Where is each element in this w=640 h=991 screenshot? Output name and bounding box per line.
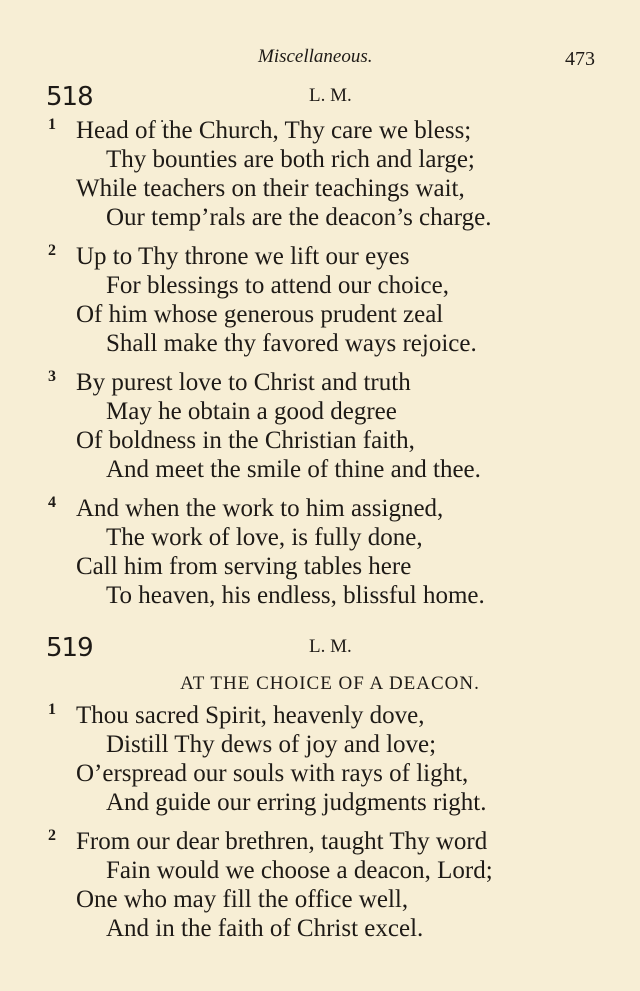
- verse-line: For blessings to attend our choice,: [106, 272, 449, 299]
- verse-line: And when the work to him assigned,: [76, 495, 444, 522]
- page-number: 473: [565, 48, 595, 70]
- verse-number: 1: [48, 116, 56, 133]
- verse-line: While teachers on their teachings wait,: [76, 175, 465, 202]
- verse-line: Head of ֺthe Church, Thy care we bless;: [76, 117, 472, 144]
- hymn-518: [0, 82, 640, 620]
- verse-number: 4: [48, 494, 56, 511]
- hymn-meter: L. M.: [309, 636, 352, 657]
- verse-line: May he obtain a good degree: [106, 398, 397, 425]
- hymn-number: 518: [46, 82, 93, 112]
- verse-line: From our dear brethren, taught Thy word: [76, 828, 488, 855]
- verse-number: 2: [48, 242, 56, 259]
- section-title: Miscellaneous.: [258, 46, 373, 67]
- verse-line: To heaven, his endless, blissful home.: [106, 582, 485, 609]
- verse: [0, 827, 640, 943]
- verse-line: And meet the smile of thine and thee.: [106, 456, 481, 483]
- verse-line: And in the faith of Christ excel.: [106, 915, 424, 942]
- verse-line: Of him whose generous prudent zeal: [76, 301, 444, 328]
- verse-line: Distill Thy dews of joy and love;: [106, 731, 437, 758]
- verse-line: Thou sacred Spirit, heavenly dove,: [76, 702, 425, 729]
- running-header: [0, 46, 640, 74]
- verse: [0, 701, 640, 817]
- verse: [0, 494, 640, 610]
- verse-line: One who may fill the office well,: [76, 886, 409, 913]
- verse-line: O’erspread our souls with rays of light,: [76, 760, 469, 787]
- verse-number: 2: [48, 827, 56, 844]
- verse-line: Of boldness in the Christian faith,: [76, 427, 415, 454]
- hymn-meter: L. M.: [309, 85, 352, 106]
- verse: [0, 368, 640, 484]
- verse-line: Up to Thy throne we lift our eyes: [76, 243, 410, 270]
- hymn-subtitle: AT THE CHOICE OF A DEACON.: [180, 673, 480, 694]
- verse-line: Our temp’rals are the deacon’s charge.: [106, 204, 492, 231]
- verse-line: Shall make thy favored ways rejoice.: [106, 330, 477, 357]
- verse-line: The work of love, is fully done,: [106, 524, 423, 551]
- verse: [0, 116, 640, 232]
- verse-line: Thy bounties are both rich and large;: [106, 146, 475, 173]
- verse-line: Call him from serving tables here: [76, 553, 412, 580]
- verse-line: By purest love to Christ and truth: [76, 369, 411, 396]
- verse: [0, 242, 640, 358]
- verse-number: 3: [48, 368, 56, 385]
- verse-line: And guide our erring judgments right.: [106, 789, 487, 816]
- hymn-519: [0, 633, 640, 953]
- verse-number: 1: [48, 701, 56, 718]
- hymn-number: 519: [46, 633, 93, 663]
- verse-line: Fain would we choose a deacon, Lord;: [106, 857, 493, 884]
